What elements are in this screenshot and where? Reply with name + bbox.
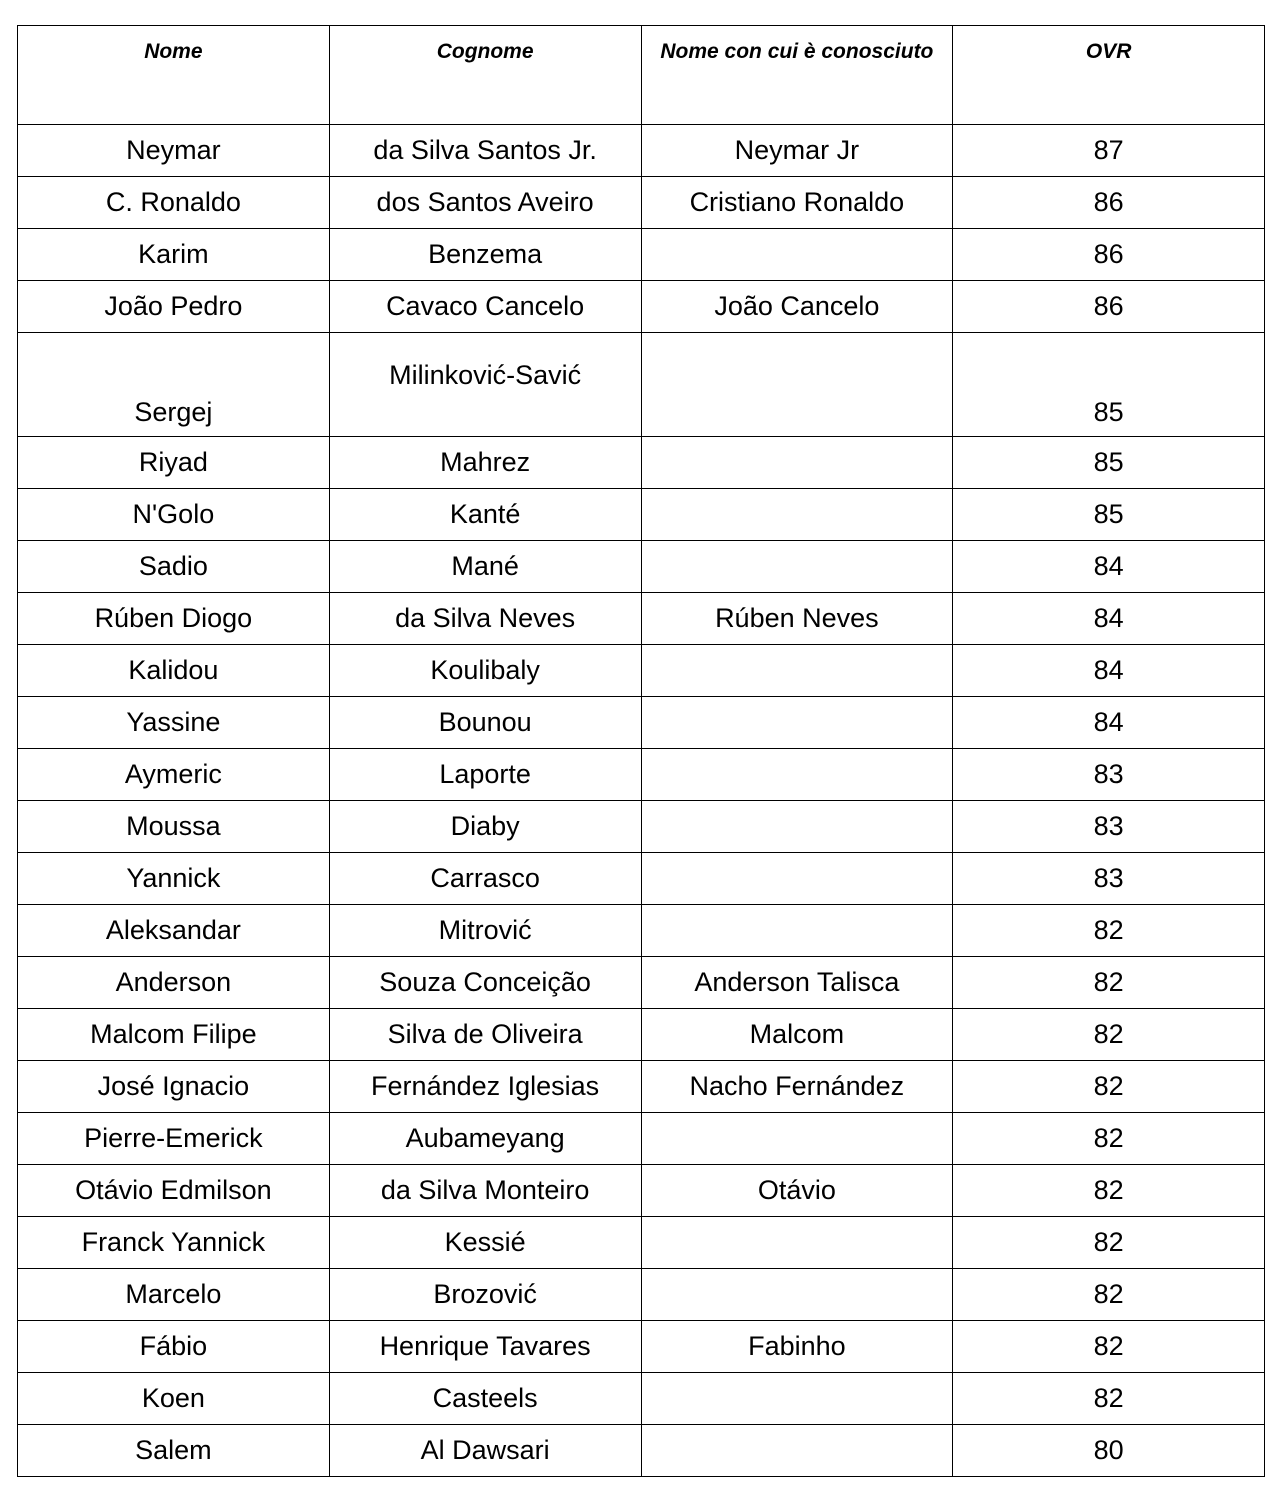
cell-nome: Marcelo [18, 1269, 330, 1321]
table-row [18, 957, 1265, 1009]
cell-ovr: 83 [953, 801, 1265, 853]
players-table [17, 25, 1265, 1477]
cell-nome: Pierre-Emerick [18, 1113, 330, 1165]
cell-nome: Sadio [18, 541, 330, 593]
cell-ovr: 80 [953, 1425, 1265, 1477]
table-row [18, 489, 1265, 541]
cell-nome-conosciuto: Malcom [641, 1009, 953, 1061]
cell-cognome: Koulibaly [329, 645, 641, 697]
cell-nome-conosciuto [641, 749, 953, 801]
cell-nome: Moussa [18, 801, 330, 853]
table-row [18, 697, 1265, 749]
cell-cognome: Mahrez [329, 437, 641, 489]
cell-nome: Anderson [18, 957, 330, 1009]
cell-nome-conosciuto [641, 801, 953, 853]
cell-ovr: 85 [953, 489, 1265, 541]
table-body [18, 125, 1265, 1477]
cell-nome-conosciuto [641, 489, 953, 541]
cell-cognome: da Silva Neves [329, 593, 641, 645]
cell-nome-conosciuto: Anderson Talisca [641, 957, 953, 1009]
cell-nome-conosciuto [641, 229, 953, 281]
cell-nome-conosciuto [641, 853, 953, 905]
cell-ovr: 82 [953, 1061, 1265, 1113]
cell-ovr: 87 [953, 125, 1265, 177]
cell-cognome: da Silva Monteiro [329, 1165, 641, 1217]
table-row [18, 1373, 1265, 1425]
cell-cognome: Souza Conceição [329, 957, 641, 1009]
cell-nome-conosciuto: Rúben Neves [641, 593, 953, 645]
table-row [18, 333, 1265, 437]
cell-cognome: Brozović [329, 1269, 641, 1321]
cell-nome-conosciuto [641, 1113, 953, 1165]
header-cognome: Cognome [329, 26, 641, 125]
cell-nome-conosciuto [641, 697, 953, 749]
cell-cognome: da Silva Santos Jr. [329, 125, 641, 177]
cell-ovr: 82 [953, 1321, 1265, 1373]
cell-cognome: Henrique Tavares [329, 1321, 641, 1373]
cell-ovr: 86 [953, 281, 1265, 333]
cell-ovr: 83 [953, 749, 1265, 801]
cell-cognome: Bounou [329, 697, 641, 749]
cell-nome-conosciuto [641, 1217, 953, 1269]
cell-ovr: 86 [953, 229, 1265, 281]
cell-nome-conosciuto [641, 905, 953, 957]
document-page [17, 25, 1264, 1477]
table-row [18, 1321, 1265, 1373]
table-row [18, 593, 1265, 645]
cell-nome: Malcom Filipe [18, 1009, 330, 1061]
cell-cognome: Benzema [329, 229, 641, 281]
cell-nome-conosciuto [641, 333, 953, 437]
cell-cognome: Mitrović [329, 905, 641, 957]
table-row [18, 853, 1265, 905]
cell-nome-conosciuto [641, 1425, 953, 1477]
cell-cognome: Fernández Iglesias [329, 1061, 641, 1113]
table-row [18, 645, 1265, 697]
cell-nome-conosciuto: Otávio [641, 1165, 953, 1217]
cell-nome-conosciuto: Cristiano Ronaldo [641, 177, 953, 229]
cell-nome-conosciuto [641, 645, 953, 697]
cell-nome: N'Golo [18, 489, 330, 541]
header-nome: Nome [18, 26, 330, 125]
header-row [18, 26, 1265, 125]
cell-cognome: Mané [329, 541, 641, 593]
cell-cognome: Cavaco Cancelo [329, 281, 641, 333]
cell-ovr: 82 [953, 1009, 1265, 1061]
cell-cognome: Diaby [329, 801, 641, 853]
cell-nome: Otávio Edmilson [18, 1165, 330, 1217]
cell-nome: Aleksandar [18, 905, 330, 957]
cell-ovr: 84 [953, 541, 1265, 593]
cell-cognome: Aubameyang [329, 1113, 641, 1165]
cell-ovr: 84 [953, 593, 1265, 645]
cell-cognome: Laporte [329, 749, 641, 801]
cell-ovr: 82 [953, 1165, 1265, 1217]
table-row [18, 281, 1265, 333]
cell-nome-conosciuto [641, 1373, 953, 1425]
table-row [18, 1009, 1265, 1061]
cell-ovr: 82 [953, 1269, 1265, 1321]
table-row [18, 1061, 1265, 1113]
cell-cognome: Al Dawsari [329, 1425, 641, 1477]
cell-ovr: 85 [953, 437, 1265, 489]
header-ovr: OVR [953, 26, 1265, 125]
cell-cognome: Kessié [329, 1217, 641, 1269]
cell-ovr: 83 [953, 853, 1265, 905]
cell-nome-conosciuto: João Cancelo [641, 281, 953, 333]
cell-nome: Franck Yannick [18, 1217, 330, 1269]
cell-nome-conosciuto: Fabinho [641, 1321, 953, 1373]
cell-nome: Koen [18, 1373, 330, 1425]
cell-ovr: 82 [953, 1113, 1265, 1165]
table-row [18, 1425, 1265, 1477]
cell-ovr: 82 [953, 1373, 1265, 1425]
cell-nome: Rúben Diogo [18, 593, 330, 645]
cell-cognome: dos Santos Aveiro [329, 177, 641, 229]
cell-nome: Kalidou [18, 645, 330, 697]
table-row [18, 1165, 1265, 1217]
cell-nome: Riyad [18, 437, 330, 489]
cell-ovr: 82 [953, 957, 1265, 1009]
cell-ovr: 84 [953, 697, 1265, 749]
cell-nome: José Ignacio [18, 1061, 330, 1113]
table-header [18, 26, 1265, 125]
cell-nome: Neymar [18, 125, 330, 177]
table-row [18, 437, 1265, 489]
cell-nome: C. Ronaldo [18, 177, 330, 229]
cell-cognome: Milinković-Savić [329, 333, 641, 437]
table-row [18, 905, 1265, 957]
cell-ovr: 82 [953, 1217, 1265, 1269]
table-row [18, 801, 1265, 853]
table-row [18, 229, 1265, 281]
cell-ovr: 82 [953, 905, 1265, 957]
cell-ovr: 86 [953, 177, 1265, 229]
table-row [18, 1113, 1265, 1165]
cell-cognome: Carrasco [329, 853, 641, 905]
table-row [18, 125, 1265, 177]
cell-ovr: 84 [953, 645, 1265, 697]
table-row [18, 541, 1265, 593]
cell-nome-conosciuto [641, 437, 953, 489]
cell-nome: Karim [18, 229, 330, 281]
cell-nome: Yannick [18, 853, 330, 905]
header-nome-conosciuto: Nome con cui è conosciuto [641, 26, 953, 125]
cell-nome-conosciuto [641, 541, 953, 593]
cell-nome-conosciuto [641, 1269, 953, 1321]
cell-nome: Yassine [18, 697, 330, 749]
cell-ovr: 85 [953, 333, 1265, 437]
table-row [18, 177, 1265, 229]
cell-nome: Salem [18, 1425, 330, 1477]
cell-nome: Aymeric [18, 749, 330, 801]
cell-nome: Fábio [18, 1321, 330, 1373]
cell-nome-conosciuto: Neymar Jr [641, 125, 953, 177]
cell-cognome: Silva de Oliveira [329, 1009, 641, 1061]
cell-cognome: Casteels [329, 1373, 641, 1425]
cell-nome: João Pedro [18, 281, 330, 333]
table-row [18, 1217, 1265, 1269]
cell-nome: Sergej [18, 333, 330, 437]
table-row [18, 749, 1265, 801]
cell-nome-conosciuto: Nacho Fernández [641, 1061, 953, 1113]
table-row [18, 1269, 1265, 1321]
cell-cognome: Kanté [329, 489, 641, 541]
